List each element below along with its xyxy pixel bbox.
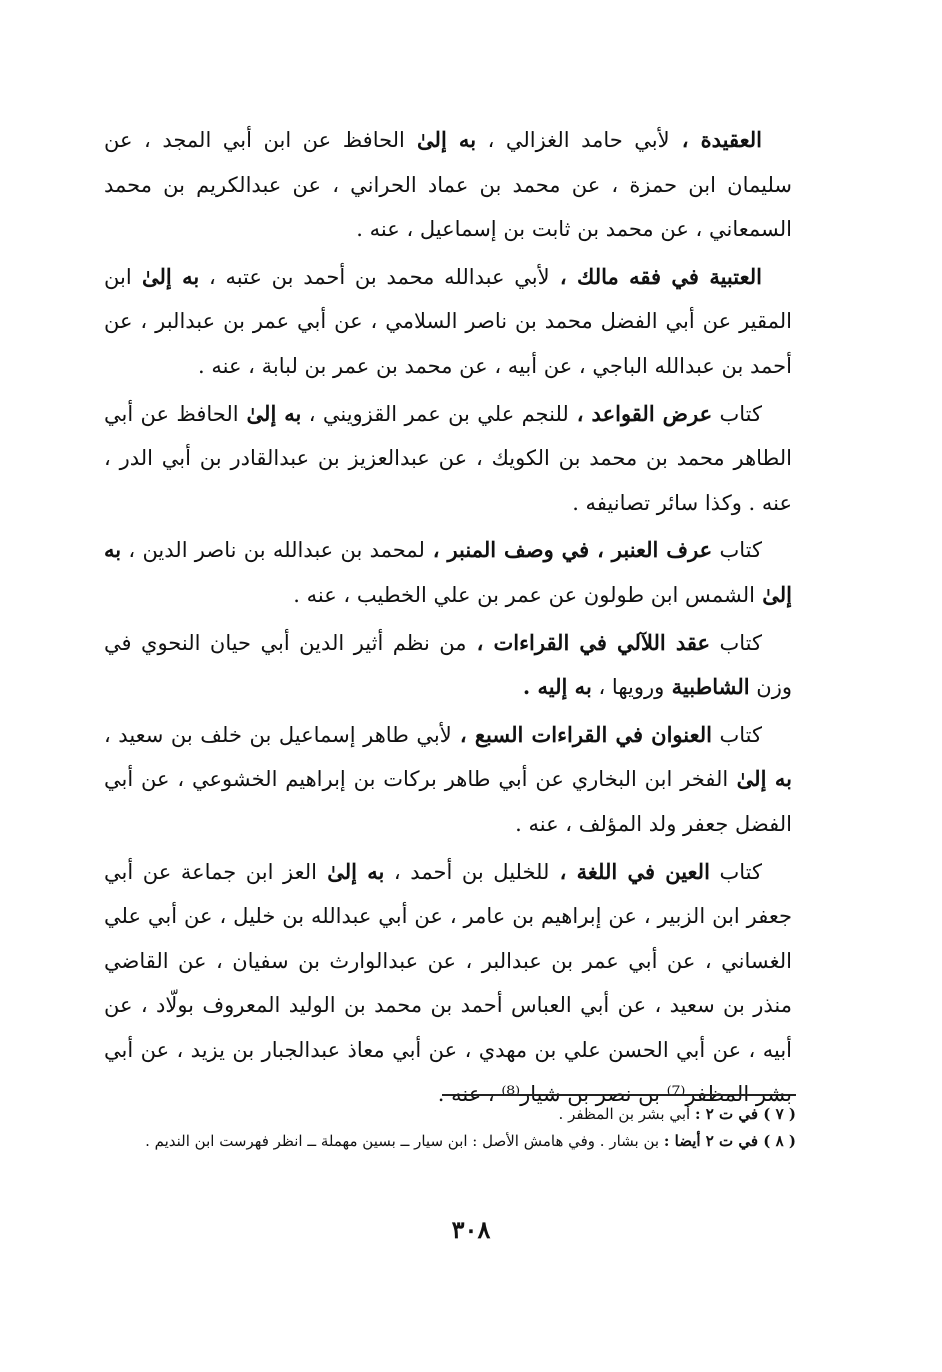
text-segment: ورويها ، bbox=[591, 675, 665, 700]
footnote-text: بن بشار . وفي هامش الأصل : ابن سيار ــ بسين مهملة ــ انظر فهرست ابن النديم . bbox=[145, 1132, 664, 1150]
text-segment: الشمس ابن طولون عن عمر بن علي الخطيب ، عنه . bbox=[293, 582, 755, 607]
text-segment: كتاب bbox=[709, 859, 763, 884]
footnote-number: ( ٨ ) في ت ٢ أيضا : bbox=[663, 1132, 796, 1150]
bold-text-segment: عقد اللآلي في القراءات ، bbox=[466, 629, 710, 655]
entry-paragraph bbox=[104, 255, 792, 389]
main-text bbox=[104, 118, 792, 1117]
text-segment: لمحمد بن عبدالله بن ناصر الدين ، bbox=[121, 538, 425, 563]
paragraph-indent bbox=[762, 265, 792, 289]
text-segment: الفخر ابن البخاري عن أبي طاهر بركات بن إبراهيم الخشوعي ، عن أبي الفضل جعفر ولد المؤلف ، عنه . bbox=[104, 767, 792, 836]
footnote-divider bbox=[442, 1094, 796, 1096]
footnote-text: أبي بشر بن المظفر . bbox=[558, 1105, 695, 1123]
bold-text-segment: الشاطبية bbox=[664, 674, 750, 700]
bold-text-segment: به إلىٰ bbox=[104, 537, 792, 607]
text-segment: لأبي عبدالله محمد بن أحمد بن عتبه ، bbox=[199, 264, 550, 289]
text-segment: الحافظ عن ابن أبي المجد ، عن سليمان ابن حمزة ، عن محمد بن عماد الحراني ، عن عبدالكريم بن محمد السمعاني ، عن محمد بن ثابت بن إسماعيل ، عنه . bbox=[104, 128, 792, 242]
paragraph-indent bbox=[762, 402, 792, 426]
paragraph-indent bbox=[762, 128, 792, 152]
paragraph-indent bbox=[762, 631, 792, 655]
text-segment: لأبي طاهر إسماعيل بن خلف بن سعيد ، bbox=[104, 722, 452, 747]
entry-paragraph bbox=[104, 713, 792, 847]
entry-paragraph bbox=[104, 392, 792, 526]
text-segment: العز ابن جماعة عن أبي جعفر ابن الزبير ، عن إبراهيم بن عامر ، عن أبي عبدالله بن خليل ، عن أبي علي الغساني ، عن أبي عمر بن عبدالبر ، عن عبدالوارث بن سفيان ، عن القاضي منذر بن سعيد ، عن أبي العباس أحمد بن محمد بن الوليد المعروف بولّاد ، عن أبيه ، عن أبي الحسن علي بن مهدي ، عن أبي معاذ عبدالجبار بن يزيد ، عن أبي بشر المظفر⁽⁷⁾ بن نصر بن شيار⁽⁸⁾ ، عنه . bbox=[104, 859, 792, 1107]
entry-paragraph bbox=[104, 621, 792, 710]
text-segment: كتاب bbox=[712, 538, 762, 563]
footnote-number: ( ٧ ) في ت ٢ : bbox=[695, 1105, 796, 1123]
text-segment: للخليل بن أحمد ، bbox=[384, 859, 550, 884]
bold-text-segment: به إلىٰ bbox=[317, 858, 385, 884]
bold-text-segment: العقيدة ، bbox=[669, 127, 762, 152]
bold-text-segment: العتبية في فقه مالك ، bbox=[549, 263, 762, 289]
text-segment: كتاب bbox=[711, 722, 763, 747]
footnote bbox=[104, 1101, 796, 1128]
text-segment: كتاب bbox=[710, 630, 762, 655]
bold-text-segment: به إلىٰ bbox=[131, 263, 200, 289]
bold-text-segment: عرض القواعد ، bbox=[568, 400, 713, 426]
footnote bbox=[104, 1128, 796, 1155]
bold-text-segment: العين في اللغة ، bbox=[549, 858, 710, 884]
text-segment: الحافظ عن أبي الطاهر محمد بن محمد بن الكويك ، عن عبدالعزيز بن عبدالقادر بن أبي الدر ، عنه . وكذا سائر تصانيفه . bbox=[104, 401, 792, 515]
text-segment: كتاب bbox=[712, 401, 762, 426]
bold-text-segment: به إلىٰ bbox=[728, 766, 792, 792]
bold-text-segment: به إليه . bbox=[522, 674, 592, 700]
page-number: ٣٠٨ bbox=[451, 1215, 491, 1244]
entry-paragraph bbox=[104, 118, 792, 252]
entry-paragraph bbox=[104, 850, 792, 1118]
paragraph-indent bbox=[762, 538, 792, 562]
paragraph-indent bbox=[762, 723, 792, 747]
footnotes bbox=[104, 1101, 796, 1155]
bold-text-segment: به إلىٰ bbox=[238, 400, 302, 426]
paragraph-indent bbox=[762, 860, 792, 884]
text-segment: من نظم أثير الدين أبي حيان النحوي في وزن bbox=[104, 630, 792, 700]
bold-text-segment: عرف العنبر ، في وصف المنبر ، bbox=[424, 537, 713, 563]
entry-paragraph bbox=[104, 528, 792, 617]
bold-text-segment: العنوان في القراءات السبع ، bbox=[451, 721, 712, 747]
bold-text-segment: به إلىٰ bbox=[404, 127, 477, 152]
text-segment: للنجم علي بن عمر القزويني ، bbox=[301, 401, 569, 426]
text-segment: ابن المقير عن أبي الفضل محمد بن ناصر السلامي ، عن أبي عمر بن عبدالبر ، عن أحمد بن عبدالله الباجي ، عن أبيه ، عن محمد بن عمر بن لبابة ، عنه . bbox=[104, 264, 792, 378]
text-segment: لأبي حامد الغزالي ، bbox=[476, 128, 670, 152]
